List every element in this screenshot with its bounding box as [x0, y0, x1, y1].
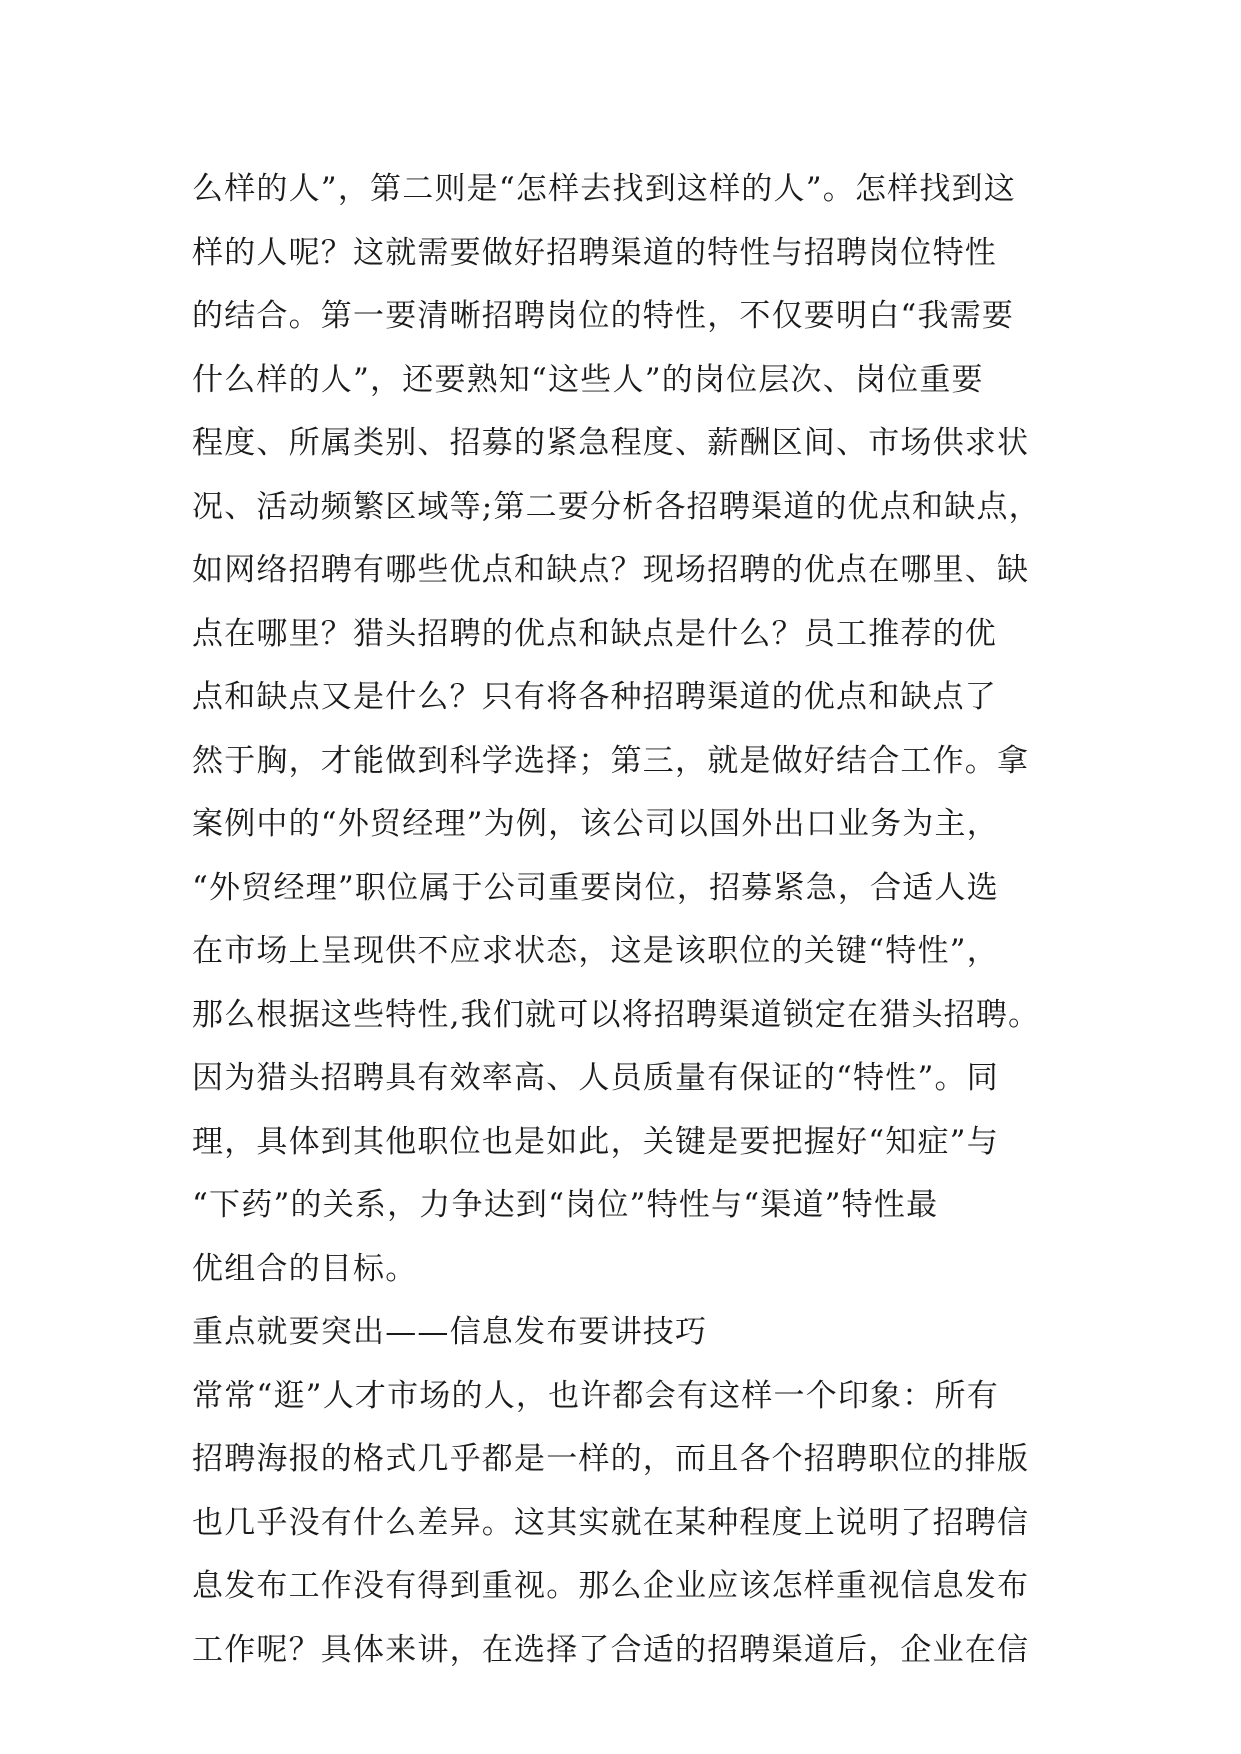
text-line: 程度、所属类别、招募的紧急程度、薪酬区间、市场供求状 — [192, 425, 1030, 461]
text-line: “下药”的关系，力争达到“岗位”特性与“渠道”特性最 — [192, 1187, 939, 1223]
text-line: 况、活动频繁区域等;第二要分析各招聘渠道的优点和缺点， — [192, 488, 1041, 525]
body-text — [192, 158, 1072, 1682]
text-line: 案例中的“外贸经理”为例，该公司以国外出口业务为主， — [192, 806, 999, 842]
text-line: 点和缺点又是什么？只有将各种招聘渠道的优点和缺点了 — [192, 679, 997, 715]
paragraph — [192, 158, 1072, 1301]
text-line: 因为猎头招聘具有效率高、人员质量有保证的“特性”。同 — [192, 1060, 999, 1096]
text-line: 常常“逛”人才市场的人，也许都会有这样一个印象：所有 — [192, 1377, 999, 1414]
text-line: “外贸经理”职位属于公司重要岗位，招募紧急，合适人选 — [192, 869, 999, 906]
text-line: 么样的人”，第二则是“怎样去找到这样的人”。怎样找到这 — [192, 171, 1016, 207]
text-line: 也几乎没有什么差异。这其实就在某种程度上说明了招聘信 — [192, 1504, 1030, 1541]
text-line: 招聘海报的格式几乎都是一样的，而且各个招聘职位的排版 — [192, 1441, 1030, 1477]
text-line: 工作呢？具体来讲，在选择了合适的招聘渠道后，企业在信 — [192, 1631, 1030, 1668]
text-line: 在市场上呈现供不应求状态，这是该职位的关键“特性”， — [192, 933, 999, 969]
text-line: 什么样的人”，还要熟知“这些人”的岗位层次、岗位重要 — [192, 361, 984, 398]
section-heading — [192, 1301, 1072, 1365]
heading-line: 重点就要突出——信息发布要讲技巧 — [192, 1314, 708, 1350]
text-line: 优组合的目标。 — [192, 1250, 418, 1287]
text-line: 点在哪里？猎头招聘的优点和缺点是什么？员工推荐的优 — [192, 615, 997, 652]
text-line: 理，具体到其他职位也是如此，关键是要把握好“知症”与 — [192, 1123, 999, 1160]
text-line: 的结合。第一要清晰招聘岗位的特性，不仅要明白“我需要 — [192, 298, 1015, 334]
text-line: 样的人呢？这就需要做好招聘渠道的特性与招聘岗位特性 — [192, 234, 997, 271]
text-line: 然于胸，才能做到科学选择；第三，就是做好结合工作。拿 — [192, 742, 1030, 779]
paragraph — [192, 1365, 1072, 1683]
text-line: 那么根据这些特性,我们就可以将招聘渠道锁定在猎头招聘。 — [192, 996, 1041, 1033]
text-line: 息发布工作没有得到重视。那么企业应该怎样重视信息发布 — [192, 1568, 1030, 1604]
text-line: 如网络招聘有哪些优点和缺点？现场招聘的优点在哪里、缺 — [192, 552, 1030, 588]
